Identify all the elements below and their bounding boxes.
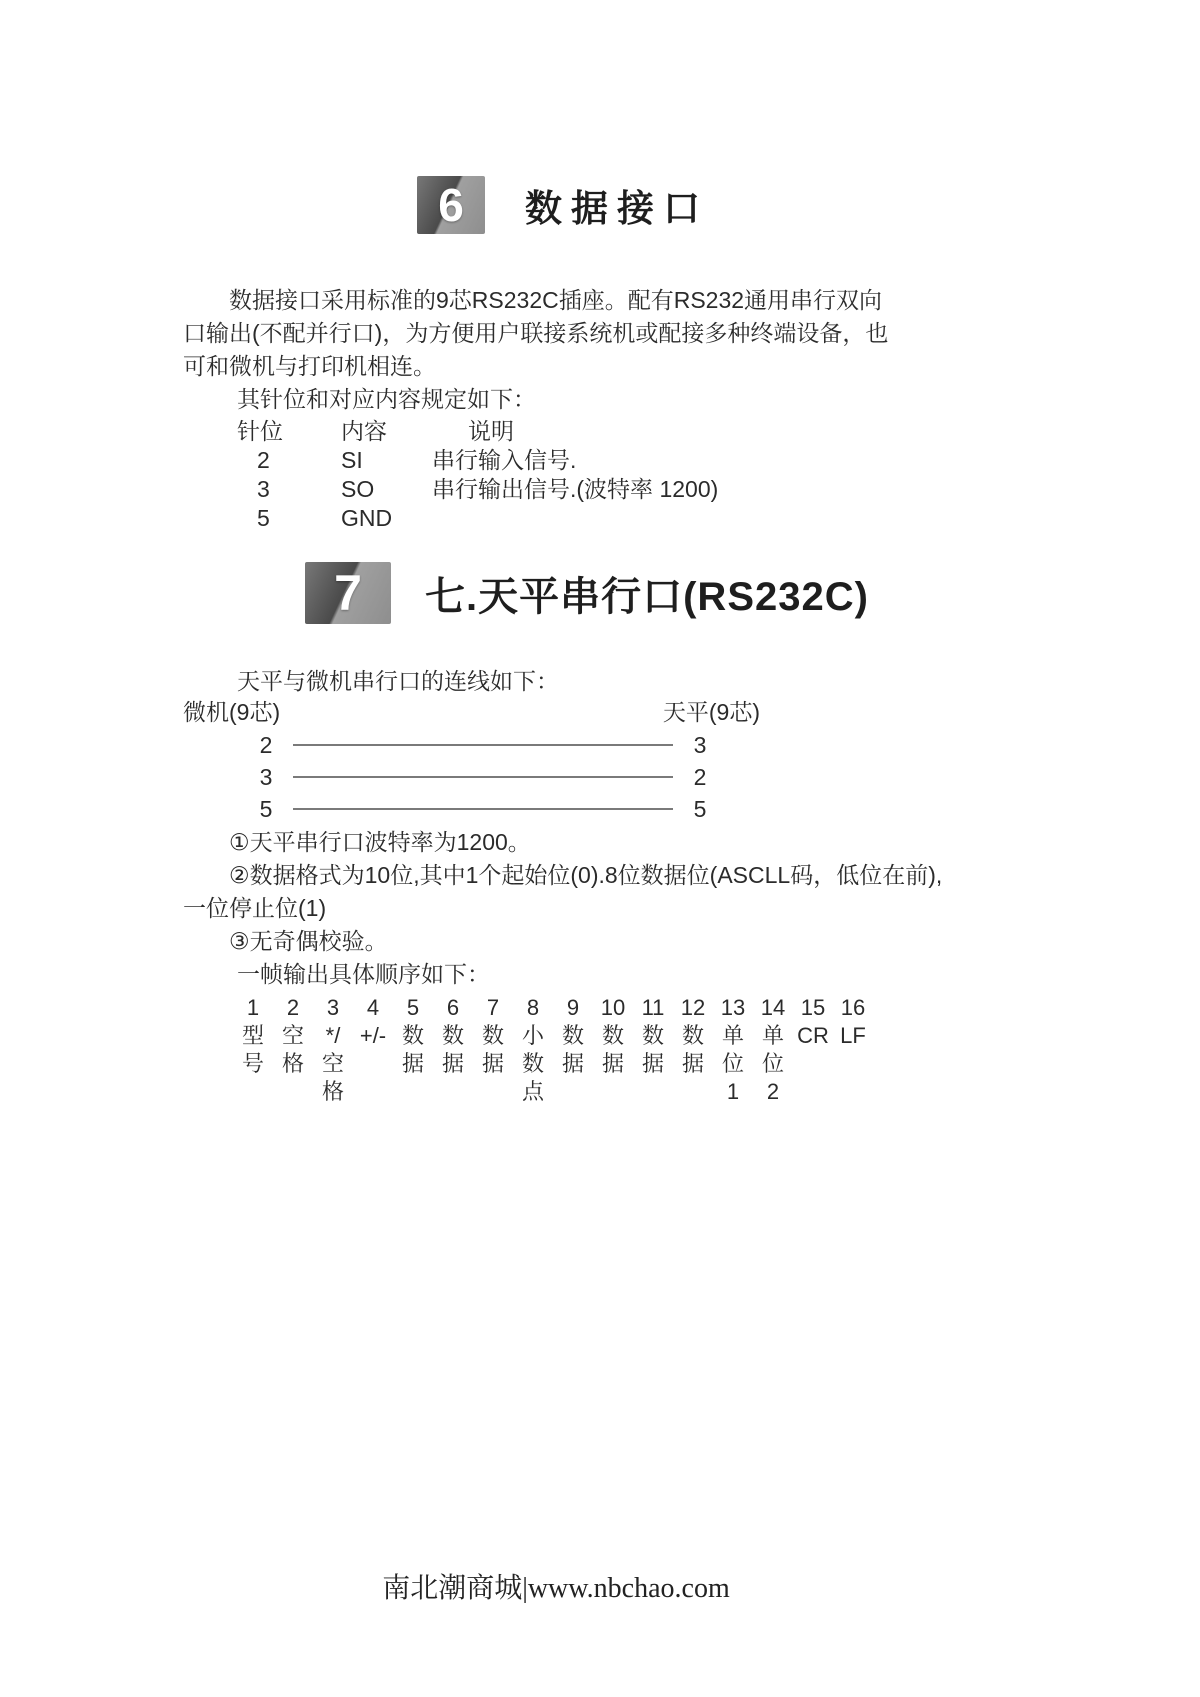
connection-to-pin: 2 xyxy=(693,763,707,790)
pin-table-rows xyxy=(183,446,889,533)
frame-column xyxy=(433,994,473,1106)
frame-char: CR xyxy=(797,1023,829,1048)
section7-number: 7 xyxy=(334,565,362,621)
note-item: ③无奇偶校验。 xyxy=(229,928,388,954)
pin-desc xyxy=(432,504,889,533)
wiring-right-label: 天平(9芯) xyxy=(662,699,760,725)
frame-column xyxy=(593,994,633,1106)
wiring-connections xyxy=(183,732,783,822)
frame-char: 数 xyxy=(441,1023,464,1048)
frame-column xyxy=(273,994,313,1106)
frame-position-number: 10 xyxy=(600,995,626,1020)
frame-column xyxy=(553,994,593,1106)
frame-char: 位 xyxy=(761,1051,784,1076)
frame-char: 位 xyxy=(721,1051,744,1076)
frame-position-number: 2 xyxy=(286,995,300,1020)
frame-column xyxy=(313,994,353,1106)
frame-column xyxy=(233,994,273,1106)
frame-position-number: 14 xyxy=(760,995,786,1020)
frame-column xyxy=(633,994,673,1106)
section6-paragraph: 数据接口采用标准的9芯RS232C插座。配有RS232通用串行双向口输出(不配并行口)，为方便用户联接系统机或配接多种终端设备，也可和微机与打印机相连。 xyxy=(183,287,889,379)
content-col-header: 内容 xyxy=(341,418,387,444)
frame-position-number: 5 xyxy=(406,995,420,1020)
connection-row xyxy=(183,796,715,822)
frame-char: 数 xyxy=(641,1023,664,1048)
frame-char: 小 xyxy=(521,1023,544,1048)
frame-char: 点 xyxy=(521,1079,544,1104)
frame-char: 2 xyxy=(766,1079,780,1104)
frame-column xyxy=(833,994,873,1106)
frame-char: 数 xyxy=(401,1023,424,1048)
frame-char: 单 xyxy=(761,1023,784,1048)
frame-char: 数 xyxy=(561,1023,584,1048)
wiring-diagram xyxy=(183,666,783,822)
pin-table-row xyxy=(183,446,889,475)
frame-position-number: 8 xyxy=(526,995,540,1020)
frame-column xyxy=(673,994,713,1106)
frame-position-number: 7 xyxy=(486,995,500,1020)
pin-col-header: 针位 xyxy=(237,418,283,444)
note-item: ①天平串行口波特率为1200。 xyxy=(229,829,531,855)
frame-position-number: 3 xyxy=(326,995,340,1020)
serial-notes xyxy=(183,826,949,958)
wiring-labels xyxy=(183,698,760,726)
frame-column xyxy=(793,994,833,1106)
frame-char: */ xyxy=(325,1023,341,1048)
pin-table-header xyxy=(183,417,889,446)
frame-char: 数 xyxy=(601,1023,624,1048)
wiring-left-label: 微机(9芯) xyxy=(183,699,281,725)
pin-table-intro: 其针位和对应内容规定如下： xyxy=(237,386,536,412)
frame-output xyxy=(183,958,873,1106)
frame-position-number: 4 xyxy=(366,995,380,1020)
frame-char: 数 xyxy=(481,1023,504,1048)
frame-position-number: 11 xyxy=(641,995,665,1020)
frame-char: 据 xyxy=(601,1051,624,1076)
frame-position-number: 12 xyxy=(680,995,706,1020)
connection-wire xyxy=(293,776,673,778)
pin-number: 2 xyxy=(257,447,270,473)
connection-to-pin: 3 xyxy=(693,731,707,758)
connection-from-pin: 5 xyxy=(259,795,273,822)
pin-desc: 串行输入信号. xyxy=(432,447,577,473)
watermark-text: 南北潮商城|www.nbchao.com xyxy=(382,1573,730,1604)
pin-content: GND xyxy=(341,505,393,531)
pin-table-row xyxy=(183,475,889,504)
frame-position-number: 9 xyxy=(566,995,580,1020)
note-item: ②数据格式为10位,其中1个起始位(0).8位数据位(ASCLL码，低位在前),一位停止位(1) xyxy=(183,862,943,921)
frame-char: 数 xyxy=(681,1023,704,1048)
pin-number: 5 xyxy=(257,505,270,531)
desc-col-header: 说明 xyxy=(468,418,514,444)
section6-number: 6 xyxy=(438,179,464,231)
section6-number-badge xyxy=(417,176,485,234)
frame-char: 号 xyxy=(241,1051,264,1076)
connection-wire xyxy=(293,744,673,746)
frame-char: 格 xyxy=(281,1051,304,1076)
frame-position-number: 1 xyxy=(246,995,260,1020)
frame-char: LF xyxy=(840,1023,866,1048)
section7-title: 七.天平串行口(RS232C) xyxy=(425,574,869,619)
section6-header xyxy=(417,176,709,234)
frame-char: 据 xyxy=(401,1051,424,1076)
frame-column xyxy=(753,994,793,1106)
section6-body xyxy=(183,284,889,533)
frame-char: 空 xyxy=(321,1051,344,1076)
pin-table-row xyxy=(183,504,889,533)
frame-char: 型 xyxy=(241,1023,264,1048)
pin-content: SO xyxy=(341,476,375,502)
frame-char: +/- xyxy=(359,1023,387,1048)
section6-title: 数据接口 xyxy=(525,188,709,229)
pin-desc: 串行输出信号.(波特率 1200) xyxy=(432,476,719,502)
connection-row xyxy=(183,732,715,758)
frame-column xyxy=(513,994,553,1106)
frame-position-number: 16 xyxy=(840,995,866,1020)
frame-char: 据 xyxy=(481,1051,504,1076)
frame-column xyxy=(713,994,753,1106)
frame-char: 格 xyxy=(321,1079,344,1104)
frame-column xyxy=(393,994,433,1106)
pin-table xyxy=(183,417,889,533)
frame-intro: 一帧输出具体顺序如下： xyxy=(237,961,490,987)
frame-char: 空 xyxy=(281,1023,304,1048)
connection-from-pin: 2 xyxy=(259,731,273,758)
frame-column xyxy=(353,994,393,1106)
frame-position-number: 13 xyxy=(720,995,746,1020)
frame-position-number: 6 xyxy=(446,995,460,1020)
wiring-intro: 天平与微机串行口的连线如下： xyxy=(237,668,559,694)
frame-char: 1 xyxy=(726,1079,740,1104)
connection-to-pin: 5 xyxy=(693,795,707,822)
frame-table xyxy=(233,994,873,1106)
frame-char: 单 xyxy=(721,1023,744,1048)
frame-char: 据 xyxy=(441,1051,464,1076)
section7-number-badge xyxy=(305,562,391,624)
frame-char: 据 xyxy=(681,1051,704,1076)
pin-number: 3 xyxy=(257,476,270,502)
connection-wire xyxy=(293,808,673,810)
connection-row xyxy=(183,764,715,790)
section7-header xyxy=(305,562,869,624)
frame-char: 据 xyxy=(641,1051,664,1076)
footer xyxy=(0,1566,1200,1606)
pin-content: SI xyxy=(341,447,363,473)
connection-from-pin: 3 xyxy=(259,763,273,790)
frame-column xyxy=(473,994,513,1106)
frame-char: 据 xyxy=(561,1051,584,1076)
frame-char: 数 xyxy=(521,1051,544,1076)
frame-position-number: 15 xyxy=(800,995,826,1020)
